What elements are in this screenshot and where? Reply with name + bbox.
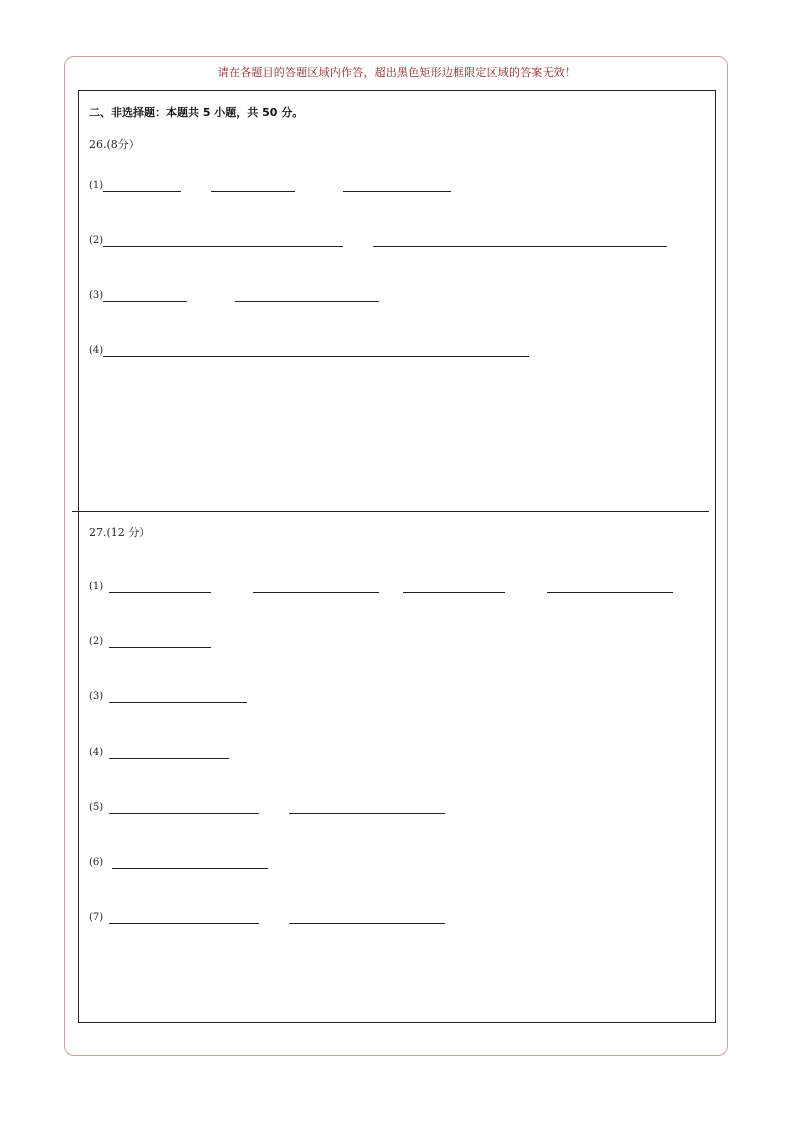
q27-part3-label: (3): [89, 691, 104, 702]
q26-part4-blank-1[interactable]: [103, 356, 529, 357]
q27-part5-label: (5): [89, 802, 104, 813]
q27-part4-blank-1[interactable]: [109, 758, 229, 759]
q26-part2-blank-1[interactable]: [103, 246, 343, 247]
q26-part2-label: (2): [89, 235, 104, 246]
q26-part1-blank-1[interactable]: [103, 191, 181, 192]
q26-part4-label: (4): [89, 345, 104, 356]
q27-part5-blank-2[interactable]: [289, 813, 445, 814]
q27-part4-label: (4): [89, 747, 104, 758]
answer-frame: [78, 90, 716, 1023]
question-divider: [72, 511, 709, 512]
q27-part1-blank-2[interactable]: [253, 592, 379, 593]
q27-part2-blank-1[interactable]: [109, 647, 211, 648]
q27-header: 27.(12 分）: [89, 526, 151, 539]
q26-part1-label: (1): [89, 180, 104, 191]
q26-part3-blank-1[interactable]: [103, 301, 187, 302]
q27-part1-blank-3[interactable]: [403, 592, 505, 593]
q27-part5-blank-1[interactable]: [109, 813, 259, 814]
q26-part1-blank-2[interactable]: [211, 191, 295, 192]
q26-part1-blank-3[interactable]: [343, 191, 451, 192]
q27-part7-blank-2[interactable]: [289, 923, 445, 924]
q26-part2-blank-2[interactable]: [373, 246, 667, 247]
q26-part3-label: (3): [89, 290, 104, 301]
answer-area-warning: 请在各题目的答题区域内作答，超出黑色矩形边框限定区域的答案无效！: [217, 66, 577, 79]
section-title: 二、非选择题：本题共 5 小题，共 50 分。: [89, 106, 304, 119]
q27-part6-blank-1[interactable]: [112, 868, 268, 869]
q27-part2-label: (2): [89, 636, 104, 647]
q27-part1-label: (1): [89, 581, 104, 592]
q26-part3-blank-2[interactable]: [235, 301, 379, 302]
q27-part7-label: (7): [89, 912, 104, 923]
q27-part7-blank-1[interactable]: [109, 923, 259, 924]
q27-part1-blank-4[interactable]: [547, 592, 673, 593]
q27-part6-label: (6): [89, 857, 104, 868]
q27-part1-blank-1[interactable]: [109, 592, 211, 593]
q26-header: 26.(8分）: [89, 138, 140, 151]
q27-part3-blank-1[interactable]: [109, 702, 247, 703]
